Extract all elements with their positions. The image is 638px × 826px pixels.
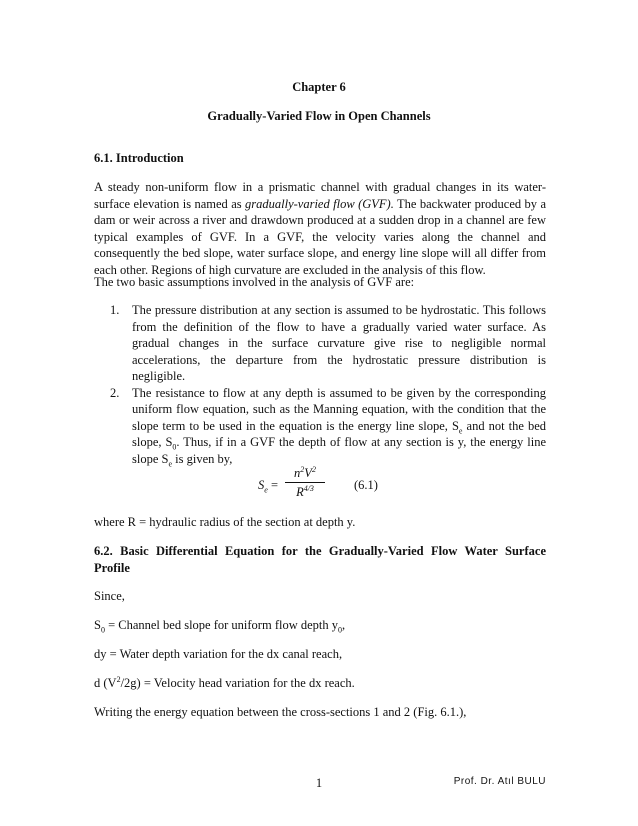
list-item	[110, 385, 546, 468]
equation-numerator: $n^2V^2$	[285, 466, 325, 483]
paragraph-line: surface elevation is named as gradually-varied flow (GVF). The backwater produced by a	[94, 196, 546, 211]
list-line: gradual changes in the surface curvature give rise to negligible normal	[132, 336, 546, 350]
list-line: slope term to be used in the equation is the energy line slope, $S_e$ and not the bed	[132, 418, 546, 435]
section-heading-introduction: 6.1. Introduction	[94, 151, 184, 165]
list-line: The pressure distribution at any section is assumed to be hydrostatic. This follows	[132, 303, 546, 317]
section-heading-differential-equation: 6.2. Basic Differential Equation for the Gradually-Varied Flow Water Surface Profile	[94, 544, 546, 575]
chapter-title: Gradually-Varied Flow in Open Channels	[207, 109, 431, 123]
list-line: from the definition of the flow to have a gradually varied water surface. As	[132, 319, 546, 334]
list-item	[110, 302, 546, 385]
list-line: uniform flow equation, such as the Manning equation, with the condition that the	[132, 402, 546, 416]
list-line: accelerations, the departure from the hydrostatic pressure distribution is	[132, 352, 546, 367]
chapter-label: Chapter 6	[292, 80, 346, 94]
list-line: slope $S_e$ is given by,	[132, 451, 233, 468]
assumptions-list	[110, 302, 546, 467]
footer-author: Prof. Dr. Atıl BULU	[453, 776, 546, 787]
definition-velocity-head: d $(V^2/2g)$ = Velocity head variation for the dx reach.	[94, 674, 355, 690]
list-number: 1.	[110, 303, 120, 317]
assumptions-intro: The two basic assumptions involved in the analysis of GVF are:	[94, 275, 415, 289]
hydraulic-radius-note: where R = hydraulic radius of the section at depth y.	[94, 515, 356, 529]
since-text: Since,	[94, 589, 125, 603]
equation-number: (6.1)	[354, 478, 378, 492]
list-line: negligible.	[132, 369, 186, 383]
paragraph-line: dam or weir across a river and drawdown produced at a sudden drop in a channel are few	[94, 213, 546, 227]
equation-denominator: $R^{4/3}$	[296, 483, 314, 499]
paragraph-line: A steady non-uniform flow in a prismatic channel with gradual changes in its water-	[94, 180, 546, 194]
equation-lhs: $S_e$ =	[258, 478, 278, 495]
page-number: 1	[315, 776, 323, 790]
intro-paragraph	[94, 179, 546, 278]
equation-fraction	[285, 466, 325, 500]
energy-equation-intro: Writing the energy equation between the cross-sections 1 and 2 (Fig. 6.1.),	[94, 705, 467, 719]
paragraph-line: typical examples of GVF. In a GVF, the velocity varies along the channel and	[94, 229, 546, 244]
paragraph-line: each other. Regions of high curvature are excluded in the analysis of this flow.	[94, 262, 486, 277]
definition-depth-variation: dy = Water depth variation for the dx canal reach,	[94, 647, 343, 661]
italic-term: gradually-varied flow (GVF).	[245, 196, 394, 211]
definition-bed-slope: $S_0$ = Channel bed slope for uniform flow depth $y_0$,	[94, 618, 346, 635]
equation-6-1	[258, 466, 398, 514]
paragraph-line: consequently the bed slope, water surface slope, and energy line slope will all differ from	[94, 246, 546, 260]
list-line: The resistance to flow at any depth is assumed to be given by the corresponding	[132, 385, 546, 400]
list-line: slope, $S_0$. Thus, if in a GVF the depth of flow at any section is y, the energy line	[132, 435, 546, 452]
list-number: 2.	[110, 385, 120, 400]
